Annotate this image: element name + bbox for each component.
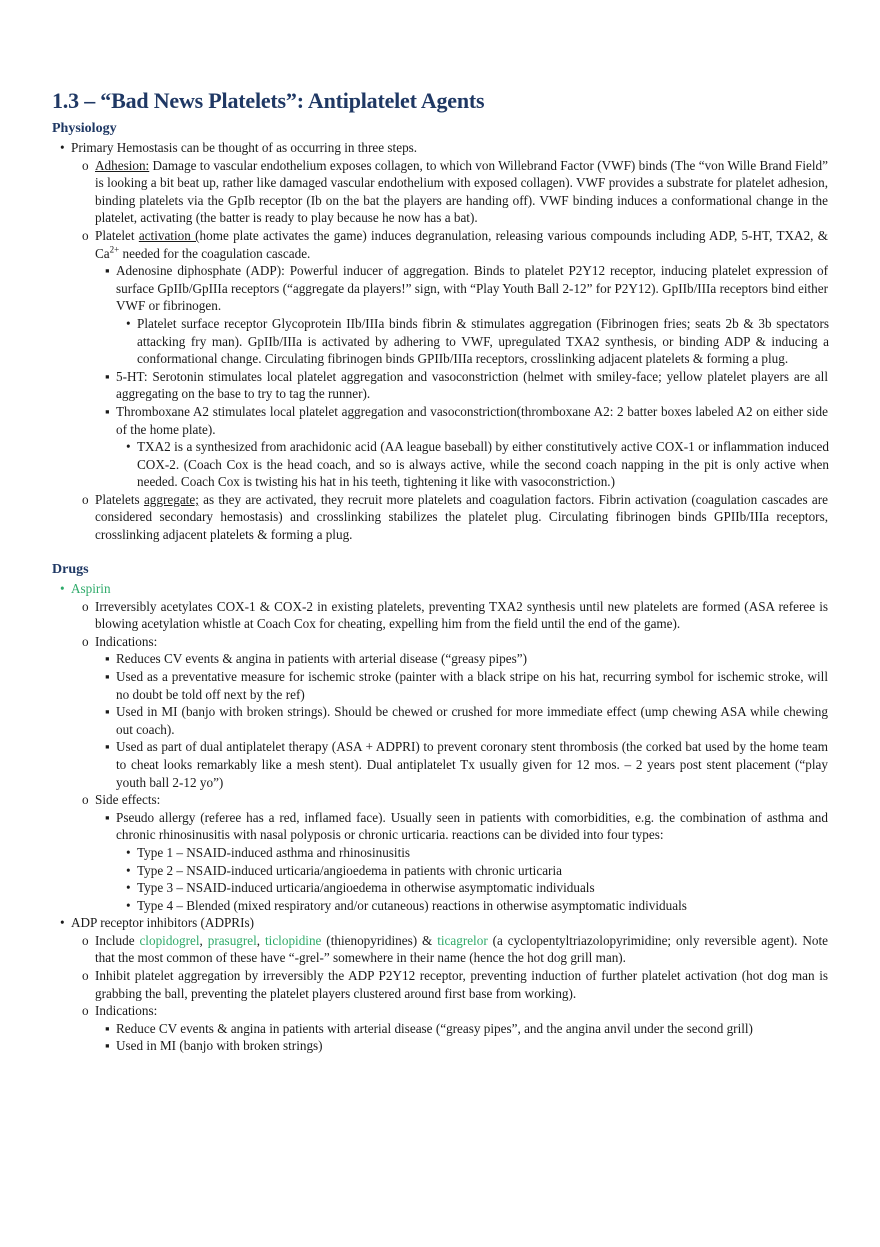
drug-prasugrel: prasugrel xyxy=(207,932,257,948)
list-item: • TXA2 is a synthesized from arachidonic acid (AA league baseball) by either constitutively active COX-1 or inflammation induced COX-2. (Coach Cox is the head coach, and so is always active, while the second coach napping in the pit is only active when needed. Coach Cox is twisting his hat in his teeth, tightening it like with vasoconstriction.) xyxy=(126,439,829,490)
bullet-icon: • xyxy=(60,581,65,596)
list-item: • Platelet surface receptor Glycoprotein IIb/IIIa binds fibrin & stimulates aggregation (Fibrinogen fries; seats 2b & 3b spectators attacking fry man). GpIIb/IIIa is activated by adhering to VWF, upregulated TXA2 synthesis, or binding ADP & inducing a conformational change. Circulating fibrinogen binds GPIIb/IIIa receptors, crosslinking adjacent platelets & forming a plug. xyxy=(126,315,829,367)
list-item: ▪ Used in MI (banjo with broken strings). Should be chewed or crushed for more immediate effect (ump chewing ASA while chewing out coach). xyxy=(105,704,828,737)
list-item: o Platelets aggregate; as they are activated, they recruit more platelets and coagulation factors. Fibrin activation (coagulation cascades are considered secondary hemostasis) and crosslinking stabilizes the platelet plug. Circulating fibrinogen binds GPIIb/IIIa receptors, crosslinking adjacent platelets & forming a plug. xyxy=(82,491,828,543)
bullet-icon: • xyxy=(126,439,131,455)
circle-bullet-icon: o xyxy=(82,227,89,243)
circle-bullet-icon: o xyxy=(82,1003,89,1019)
list-item: o Platelet activation (home plate activates the game) induces degranulation, releasing various compounds including ADP, 5-HT, TXA2, & $Ca^{2+}$ needed for the coagulation cascade. xyxy=(82,227,828,261)
list-item: • Type 3 – NSAID-induced urticaria/angioedema in otherwise asymptomatic individuals xyxy=(126,880,595,896)
square-bullet-icon: ▪ xyxy=(105,368,110,384)
bullet-icon: • xyxy=(126,897,131,913)
list-item: o Indications: xyxy=(82,633,158,649)
aggregate-label: aggregate; xyxy=(143,491,199,507)
drug-aspirin: Aspirin xyxy=(71,581,111,596)
list-item: • Type 2 – NSAID-induced urticaria/angioedema in patients with chronic urticaria xyxy=(126,862,562,878)
square-bullet-icon: ▪ xyxy=(105,704,110,720)
square-bullet-icon: ▪ xyxy=(105,1038,110,1054)
circle-bullet-icon: o xyxy=(82,968,89,984)
circle-bullet-icon: o xyxy=(82,157,89,173)
list-item: ▪ Reduce CV events & angina in patients with arterial disease (“greasy pipes”, and the angina anvil under the second grill) xyxy=(105,1020,753,1036)
square-bullet-icon: ▪ xyxy=(105,1020,110,1036)
bullet-icon: • xyxy=(126,844,131,860)
circle-bullet-icon: o xyxy=(82,491,89,507)
bullet-icon: • xyxy=(126,862,131,878)
bullet-icon: • xyxy=(126,880,131,896)
bullet-icon: • xyxy=(126,315,131,331)
physiology-heading: Physiology xyxy=(52,121,117,136)
activation-label: activation ( xyxy=(138,227,200,243)
page-title: 1.3 – “Bad News Platelets”: Antiplatelet Agents xyxy=(52,88,485,113)
list-item: ▪ Used as part of dual antiplatelet therapy (ASA + ADPRI) to prevent coronary stent thrombosis (the corked bat used by the home team to cheat looks remarkably like a mesh stent). Dual antiplatelet Tx usually given for 12 mos. – 2 years post stent placement (“play youth ball 2-12 yo”) xyxy=(105,739,828,790)
square-bullet-icon: ▪ xyxy=(105,263,110,279)
square-bullet-icon: ▪ xyxy=(105,809,110,825)
square-bullet-icon: ▪ xyxy=(105,403,110,419)
circle-bullet-icon: o xyxy=(82,932,89,948)
list-item: ▪ Pseudo allergy (referee has a red, inflamed face). Usually seen in patients with comorbidities, e.g. the combination of asthma and chronic rhinosinusitis with nasal polyposis or chronic urticaria. reactions can be divided into four types: xyxy=(105,809,828,843)
circle-bullet-icon: o xyxy=(82,792,89,808)
drug-ticagrelor: ticagrelor xyxy=(437,932,488,948)
list-item: ▪ 5-HT: Serotonin stimulates local platelet aggregation and vasoconstriction (helmet with smiley-face; yellow platelet players are all aggregating on the base to try to tag the runner). xyxy=(105,368,828,402)
list-item: ▪ Used in MI (banjo with broken strings) xyxy=(105,1038,323,1054)
bullet-icon: • xyxy=(60,140,65,155)
list-item: o Inhibit platelet aggregation by irreversibly the ADP P2Y12 receptor, preventing induction of further platelet activation (hot dog man is grabbing the ball, preventing the platelet players clustered around first base from working). xyxy=(82,968,828,1001)
square-bullet-icon: ▪ xyxy=(105,739,110,755)
drug-clopidogrel: clopidogrel xyxy=(139,932,200,948)
list-item: ▪ Reduces CV events & angina in patients with arterial disease (“greasy pipes”) xyxy=(105,651,528,667)
drugs-heading: Drugs xyxy=(52,562,89,577)
list-item xyxy=(60,580,828,598)
circle-bullet-icon: o xyxy=(82,633,89,649)
bullet-icon: • xyxy=(60,915,65,931)
list-item: o Include clopidogrel, prasugrel, ticlopidine (thienopyridines) & ticagrelor (a cyclopentyltriazolopyrimidine; only reversible agent). Note that the most common of these have “-grel-” somewhere in their name (hence the hot dog grill man). xyxy=(82,932,829,966)
list-item: ▪ Thromboxane A2 stimulates local platelet aggregation and vasoconstriction(thromboxane A2: 2 batter boxes labeled A2 on either side of the home plate). xyxy=(105,403,828,437)
list-item: ▪ Adenosine diphosphate (ADP): Powerful inducer of aggregation. Binds to platelet P2Y12 receptor, inducing platelet expression of surface GpIIb/GpIIIa receptors (“aggregate da players!” sign, with “Play Youth Ball 2-12” for P2Y12). GpIIb/IIIa receptors bind either VWF or fibrinogen. xyxy=(105,263,828,314)
circle-bullet-icon: o xyxy=(82,598,89,614)
list-item: • Type 1 – NSAID-induced asthma and rhinosinusitis xyxy=(126,844,411,860)
list-item: • ADP receptor inhibitors (ADPRIs) xyxy=(60,915,255,931)
list-item: • Type 4 – Blended (mixed respiratory and/or cutaneous) reactions in otherwise asymptomatic individuals xyxy=(126,897,687,913)
list-item: • Primary Hemostasis can be thought of as occurring in three steps. xyxy=(60,140,418,155)
list-item: o Adhesion: Damage to vascular endothelium exposes collagen, to which von Willebrand Factor (VWF) binds (The “von Wille Brand Field” is looking a bit beat up, rather like damaged vascular endothelium with exposed collagen). VWF provides a substrate for platelet adhesion, binding platelets via the GpIb receptor (Ib on the bat the players are handing off). VWF binding induces a conformational change in the platelet, activating (the batter is ready to play because he now has a bat). xyxy=(82,157,828,226)
list-item: o Irreversibly acetylates COX-1 & COX-2 in existing platelets, preventing TXA2 synthesis until new platelets are formed (ASA referee is blowing acetylation whistle at Coach Cox for cheating, expelling him from the field until the end of the game). xyxy=(82,598,828,632)
adhesion-label: Adhesion: xyxy=(95,157,150,173)
list-item: ▪ Used as a preventative measure for ischemic stroke (painter with a black stripe on his hat, recurring symbol for ischemic stroke, will no doubt be told off next by the ref) xyxy=(105,668,828,702)
list-item: o Side effects: xyxy=(82,792,161,808)
drug-ticlopidine: ticlopidine xyxy=(265,932,322,948)
list-item: o Indications: xyxy=(82,1003,158,1019)
square-bullet-icon: ▪ xyxy=(105,651,110,667)
square-bullet-icon: ▪ xyxy=(105,668,110,684)
